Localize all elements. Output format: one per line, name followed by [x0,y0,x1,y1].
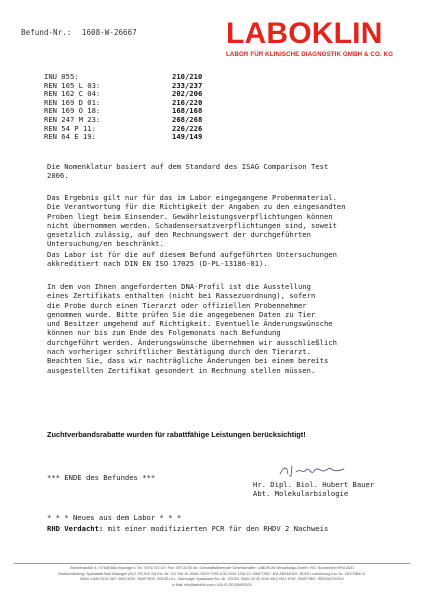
logo-subtitle: LABOR FÜR KLINISCHE DIAGNOSTIK GMBH & CO. KG [226,51,393,58]
rhd-label: RHD Verdacht: [47,524,104,533]
discount-note: Zuchtverbandsrabatte wurden für rabattfähige Leistungen berücksichtigt! [47,430,306,439]
marker-value: 268/268 [172,114,203,124]
marker-value: 216/220 [172,97,203,107]
news-heading: * * * Neues aus dem Labor * * * [47,513,182,522]
liability-paragraph: Das Ergebnis gilt nur für das im Labor eingegangene Probenmaterial. Die Verantwortung für die Richtigkeit der Angaben zu den eingesandten Proben liegt beim Einsender. Gewährleistungsverpflichtungen können nicht übernommen werden. Schadensersatzverpflichtungen sind, soweit gesetzlich zulässig, auf den Rechnungswert der durchgeführten Untersuchung/en beschränkt. [47,193,346,249]
footer-address: Steubenstraße 4 • 97688 Bad Kissingen • Tel.: 0971/720 20 • Fax: 0971/6 85 46 • Geschäftsführender Gesellschafter: LABOKLIN Verwaltungs-GmbH • RG. Schweinfurt HRA 3631 [69,566,355,570]
end-of-report: *** ENDE des Befundes *** [47,473,156,482]
nomenclature-paragraph: Die Nomenklatur basiert auf dem Standard des ISAG Comparison Test 2006. [47,162,329,181]
logo-wordmark: LABOKLIN [226,17,383,50]
laboklin-logo [226,19,414,58]
signature-scribble [278,462,348,480]
marker-code: REN 169 D 01: [44,97,101,107]
marker-value: 226/226 [172,123,203,133]
befund-label: Befund-Nr.: [21,28,72,37]
signer-block [253,480,374,499]
befund-number: 1608-W-26667 [81,28,137,37]
marker-value: 210/210 [172,72,203,81]
company-footer [14,566,410,588]
footer-contact: e-Mail: info@laboklin.com • USt-ID DE206997624 [172,582,252,587]
marker-value: 233/237 [172,80,203,90]
marker-code: REN 54 P 11: [44,123,96,133]
marker-value: 149/149 [172,132,203,142]
marker-code: REN 64 E 19: [44,132,96,142]
result-row [44,133,202,142]
signer-name: Hr. Dipl. Biol. Hubert Bauer [253,480,375,489]
results-table [44,73,202,142]
marker-code: REN 247 M 23: [44,114,101,124]
marker-code: REN 162 C 04: [44,89,101,99]
marker-value: 168/168 [172,106,203,116]
footer-bank: Bankverbindung: Sparkasse Bad Kissingen (BLZ 793 510 10) Kto.-Nr. 311 336 19, IBAN: DE09 7935 1010 0031 1336 19, SWIFT/BIC: BYLADEM1KIS, BCEE Luxembourg Kto.-Nr. 1507/3600-5, [58,571,366,576]
marker-code: REN 169 O 18: [44,106,101,116]
accreditation-paragraph: Das Labor ist für die auf diesem Befund aufgeführten Untersuchungen akkreditiert nach DIN EN ISO 17025 (D-PL-13186-01). [47,250,337,269]
marker-code: INU 055: [44,72,79,81]
befund-number-line [21,28,143,37]
footer-bank-2: IBAN: LU95 0019 1507 3600 5000, SWIFT/BIC: BCEELULL, Salzburger Sparkasse Kto.-Nr. 125762, IBAN: AT45 2040 4012 0012 5762, SWIFT/BIC: SBGSAT2SXXX [80,577,344,582]
marker-code: REN 105 L 03: [44,80,101,90]
certificate-paragraph: In dem von Ihnen angeforderten DNA-Profil ist die Ausstellung eines Zertifikats enthalten (nicht bei Rassezuordnung), sofern die Probe durch einen Tierarzt oder offiziellen Probennehmer genommen wurde. Bitte prüfen Sie die angegebenen Daten zu Tier und Besitzer umgehend auf Richtigkeit. Eventuelle Änderungswünsche können nur bis zum Ende des Folgemonats nach Befundung durchgeführt werden. Änderungswünsche übernehmen wir ausschließlich nach vorheriger schriftlicher Bestätigung durch den Tierarzt. Beachten Sie, dass wir nachträgliche Änderungen bei einem bereits ausgestellten Zertifikat gesondert in Rechnung stellen müssen. [47,282,337,375]
signer-department: Abt. Molekularbiologie [253,489,349,499]
marker-value: 202/206 [172,89,203,99]
rhd-text: mit einer modifizierten PCR für den RHDV 2 Nachweis [107,524,329,533]
rhd-news-line [47,524,328,533]
footer-divider [14,563,410,564]
